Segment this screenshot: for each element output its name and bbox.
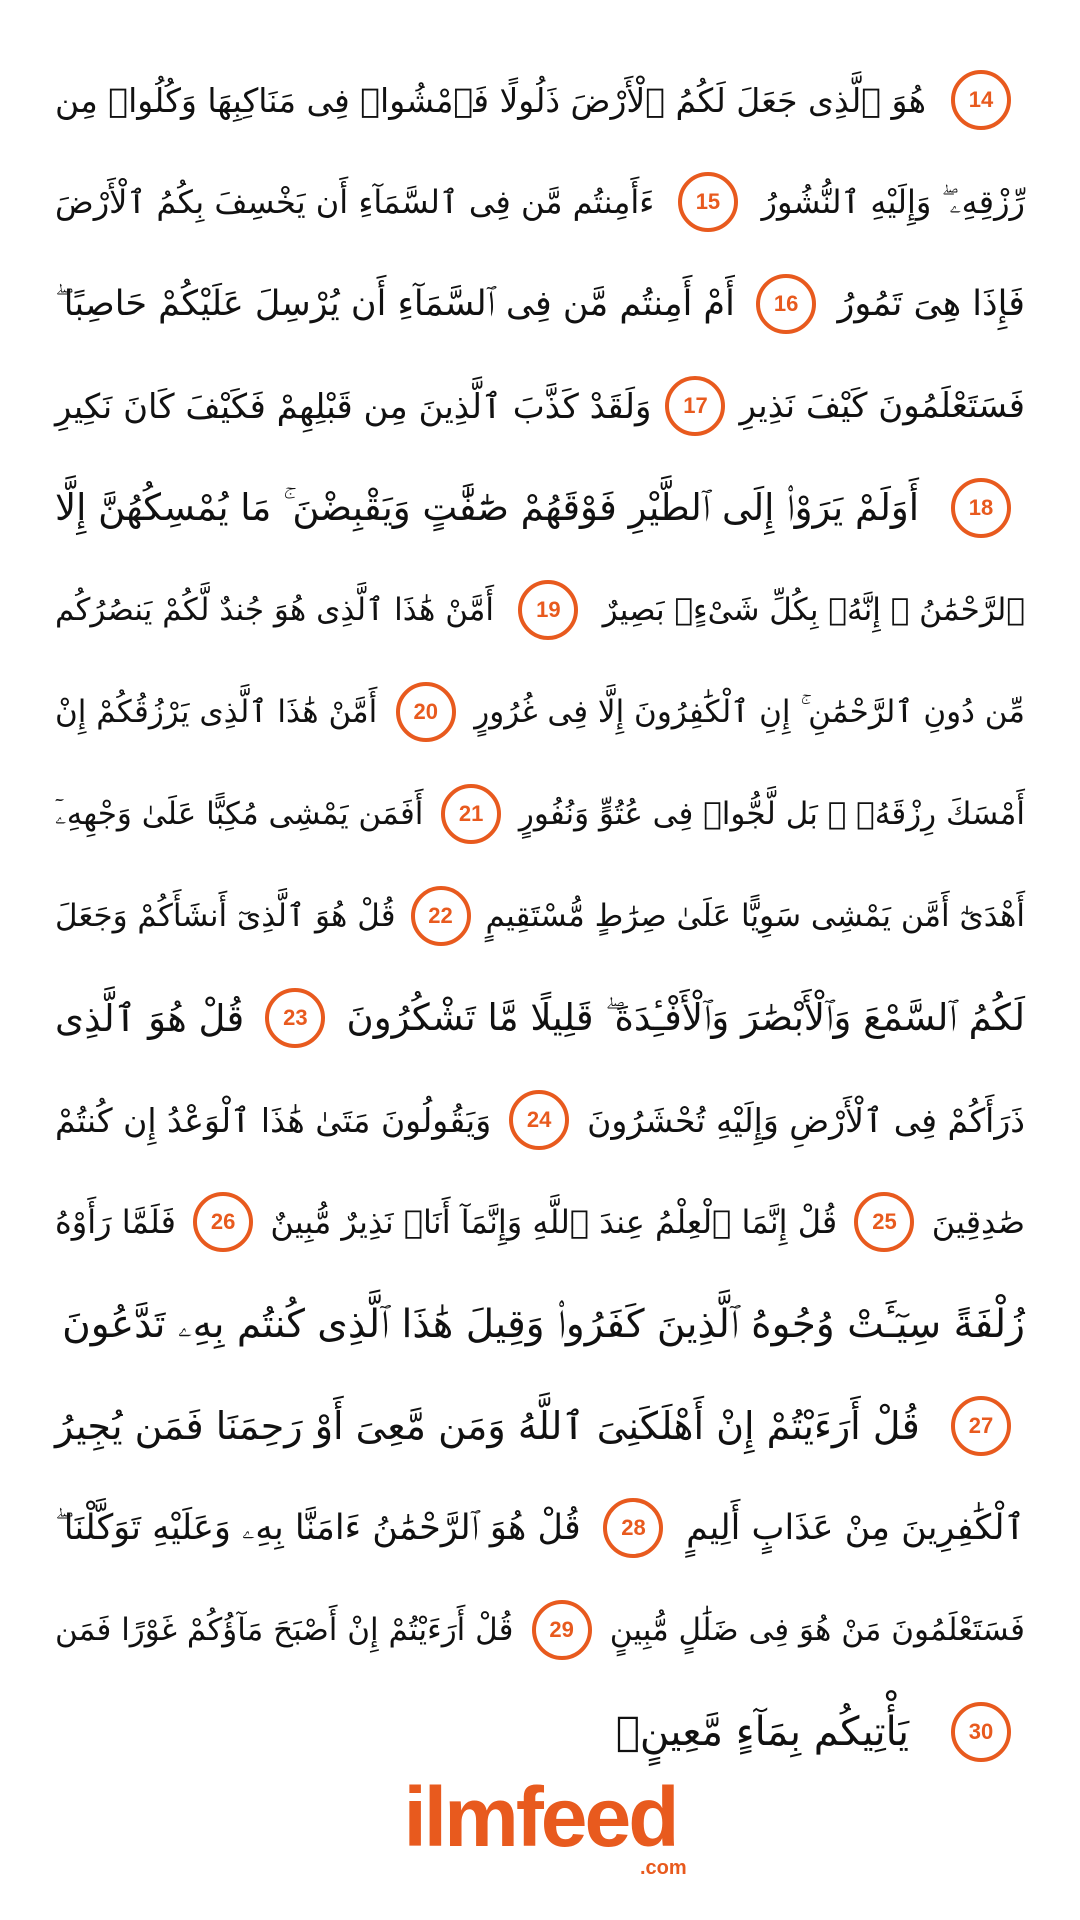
verse-number-marker: 24 [509, 1090, 569, 1150]
verse-text: أَوَلَمْ يَرَوْا۟ إِلَى ٱلطَّيْرِ فَوْقَهُمْ صَٰٓفَّٰتٍ وَيَقْبِضْنَ ۚ مَا يُمْسِكُهُنَّ إِلَّا [55, 486, 920, 529]
verse-text: أَمَّنْ هَٰذَا ٱلَّذِى هُوَ جُندٌ لَّكُمْ يَنصُرُكُم [55, 592, 495, 628]
verse-text: ٱلرَّحْمَٰنُ ۚ إِنَّهُۥ بِكُلِّ شَىْءٍۭ بَصِيرٌ [602, 592, 1025, 628]
text-line [55, 458, 1025, 558]
verse-number-marker: 28 [603, 1498, 663, 1558]
verse-text: قُلْ أَرَءَيْتُمْ إِنْ أَهْلَكَنِىَ ٱللَّهُ وَمَن مَّعِىَ أَوْ رَحِمَنَا فَمَن يُجِيرُ [55, 1404, 920, 1448]
verse-text: صَٰدِقِينَ [931, 1203, 1025, 1241]
verse-number-marker: 16 [756, 274, 816, 334]
text-line [55, 662, 1025, 762]
verse-number-marker: 15 [678, 172, 738, 232]
verse-number-marker: 22 [411, 886, 471, 946]
verse-text: قُلْ هُوَ ٱلَّذِىٓ أَنشَأَكُمْ وَجَعَلَ [55, 898, 396, 934]
verse-text: وَيَقُولُونَ مَتَىٰ هَٰذَا ٱلْوَعْدُ إِن كُنتُمْ [55, 1100, 492, 1140]
verse-text: قُلْ إِنَّمَا ٱلْعِلْمُ عِندَ ٱللَّهِ وَإِنَّمَآ أَنَا۠ نَذِيرٌ مُّبِينٌ [270, 1203, 838, 1241]
verse-text: فَسَتَعْلَمُونَ مَنْ هُوَ فِى ضَلَٰلٍ مُّبِينٍ [609, 1612, 1025, 1648]
verse-text: زُلْفَةً سِيٓـَٔتْ وُجُوهُ ٱلَّذِينَ كَفَرُوا۟ وَقِيلَ هَٰذَا ٱلَّذِى كُنتُم بِهِۦ تَدَّعُونَ [62, 1301, 1025, 1347]
text-line [55, 1172, 1025, 1272]
text-line [55, 1478, 1025, 1578]
verse-text: قُلْ أَرَءَيْتُمْ إِنْ أَصْبَحَ مَآؤُكُمْ غَوْرًا فَمَن [55, 1612, 514, 1648]
text-line [55, 560, 1025, 660]
text-line [55, 866, 1025, 966]
text-line [55, 254, 1025, 354]
verse-number-marker: 21 [441, 784, 501, 844]
verse-text: رِّزْقِهِۦ ۖ وَإِلَيْهِ ٱلنُّشُورُ [761, 182, 1025, 221]
text-line [55, 152, 1025, 252]
text-line [55, 356, 1025, 456]
verse-text: لَكُمُ ٱلسَّمْعَ وَٱلْأَبْصَٰرَ وَٱلْأَفْـِٔدَةَ ۖ قَلِيلًا مَّا تَشْكُرُونَ [346, 996, 1025, 1039]
text-line [55, 1070, 1025, 1170]
text-line [55, 1376, 1025, 1476]
verse-text: مِّن دُونِ ٱلرَّحْمَٰنِ ۚ إِنِ ٱلْكَٰفِرُونَ إِلَّا فِى غُرُورٍ [474, 693, 1025, 730]
verse-number-marker: 18 [951, 478, 1011, 538]
verse-number-marker: 19 [518, 580, 578, 640]
text-line [55, 764, 1025, 864]
text-line [55, 50, 1025, 150]
verse-text: أَمْ أَمِنتُم مَّن فِى ٱلسَّمَآءِ أَن يُرْسِلَ عَلَيْكُمْ حَاصِبًا ۖ [55, 284, 735, 324]
verse-text: ذَرَأَكُمْ فِى ٱلْأَرْضِ وَإِلَيْهِ تُحْشَرُونَ [587, 1100, 1025, 1140]
verse-text: أَمَّنْ هَٰذَا ٱلَّذِى يَرْزُقُكُمْ إِنْ [55, 694, 378, 730]
verse-text: قُلْ هُوَ ٱلرَّحْمَٰنُ ءَامَنَّا بِهِۦ وَعَلَيْهِ تَوَكَّلْنَا ۖ [55, 1508, 581, 1548]
verse-text: أَهْدَىٰٓ أَمَّن يَمْشِى سَوِيًّا عَلَىٰ صِرَٰطٍ مُّسْتَقِيمٍ [485, 898, 1025, 934]
verse-text: ٱلْكَٰفِرِينَ مِنْ عَذَابٍ أَلِيمٍ [686, 1508, 1025, 1548]
verse-text: أَمْسَكَ رِزْقَهُۥ ۚ بَل لَّجُّوا۟ فِى عُتُوٍّ وَنُفُورٍ [518, 796, 1025, 832]
verse-text: يَأْتِيكُم بِمَآءٍ مَّعِينٍۭ [615, 1709, 909, 1755]
verse-number-marker: 29 [532, 1600, 592, 1660]
verse-text: أَفَمَن يَمْشِى مُكِبًّا عَلَىٰ وَجْهِهِۦٓ [55, 795, 424, 832]
verse-number-marker: 17 [665, 376, 725, 436]
verse-text: قُلْ هُوَ ٱلَّذِى [55, 996, 245, 1040]
logo-wordmark: ilmfeed [403, 1770, 677, 1864]
verse-number-marker: 26 [193, 1192, 253, 1252]
verse-number-marker: 23 [265, 988, 325, 1048]
text-line [55, 1580, 1025, 1680]
verse-text: فَإِذَا هِىَ تَمُورُ [837, 284, 1025, 324]
verse-text: فَسَتَعْلَمُونَ كَيْفَ نَذِيرِ [739, 386, 1025, 426]
verse-text: هُوَ ٱلَّذِى جَعَلَ لَكُمُ ٱلْأَرْضَ ذَلُولًا فَٱمْشُوا۟ فِى مَنَاكِبِهَا وَكُلُوا۟ مِن [55, 80, 926, 120]
verse-number-marker: 25 [854, 1192, 914, 1252]
verse-text-area [55, 50, 1025, 1755]
verse-text: وَلَقَدْ كَذَّبَ ٱلَّذِينَ مِن قَبْلِهِمْ فَكَيْفَ كَانَ نَكِيرِ [55, 386, 652, 427]
text-line [55, 968, 1025, 1068]
logo-domain-suffix: .com [640, 1857, 687, 1879]
logo [0, 1770, 1080, 1879]
text-line [55, 1682, 1025, 1782]
verse-number-marker: 30 [951, 1702, 1011, 1762]
verse-number-marker: 27 [951, 1396, 1011, 1456]
verse-number-marker: 14 [951, 70, 1011, 130]
verse-number-marker: 20 [396, 682, 456, 742]
verse-text: ءَأَمِنتُم مَّن فِى ٱلسَّمَآءِ أَن يَخْسِفَ بِكُمُ ٱلْأَرْضَ [55, 183, 655, 221]
verse-text: فَلَمَّا رَأَوْهُ [55, 1203, 176, 1241]
text-line [55, 1274, 1025, 1374]
